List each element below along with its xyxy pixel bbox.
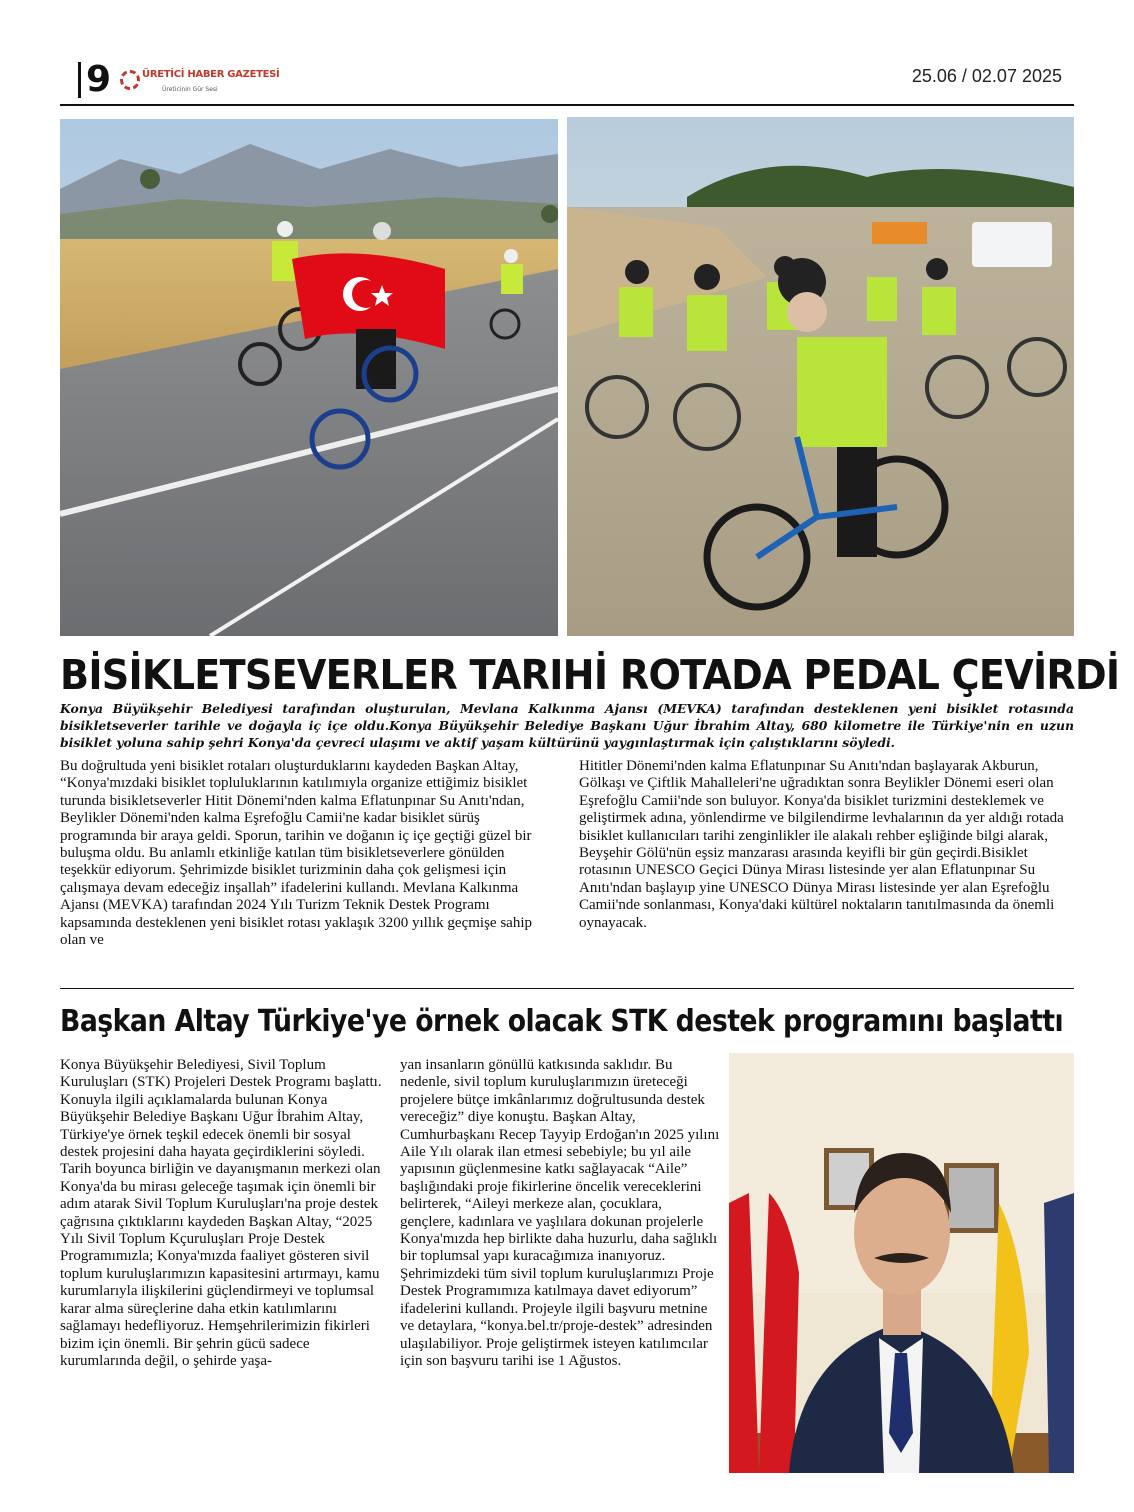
- photo-mayor-portrait: [729, 1053, 1074, 1473]
- issue-date: 25.06 / 02.07 2025: [911, 66, 1062, 86]
- gear-icon: [120, 70, 140, 90]
- article2-column-2: yan insanların gönüllü katkısında saklıdır. Bu nedenle, sivil toplum kuruluşlarımızın üreteceği projelere bütçe imkânlarımız doğrultusunda destek vereceğiz” diye konuştu. Başkan Altay, Cumhurbaşkanı Recep Tayyip Erdoğan'ın 2025 yılını Aile Yılı olarak ilan etmesi sebebiyle; bu yıl aile yapısının güçlenmesine katkı sağlayacak “Aile” başlığındaki proje fikirlerine öncelik vereceklerini belirterek, “Aileyi merkeze alan, çocuklara, gençlere, kadınlara ve yaşlılara dokunan projelerle Konya'mızda hep birlikte daha huzurlu, daha sağlıklı bir toplumsal yapı kuracağımıza inanıyoruz. Şehrimizdeki tüm sivil toplum kuruluşlarımızı Proje Destek Programımıza katılmaya davet ediyorum” ifadelerini kullandı. Projeyle ilgili başvuru metnine ve detaylara, “konya.bel.tr/proje-destek” adresinden ulaşılabiliyor. Proje geliştirmek isteyen katılımcılar için son başvuru tarihi ise 1 Ağustos.: [400, 1057, 720, 1369]
- article1-lead: Konya Büyükşehir Belediyesi tarafından oluşturulan, Mevlana Kalkınma Ajansı (MEVKA) tarafından desteklenen yeni bisiklet rotasında bisikletseverler tarihle ve doğayla iç içe oldu.Konya Büyükşehir Belediye Başkanı Uğur İbrahim Altay, 680 kilometre ile Türkiye'nin en uzun bisiklet yoluna sahip şehri Konya'da çevreci ulaşımı ve aktif yaşam kültürünü yaygınlaştırmak için çalıştıklarını söyledi.: [60, 701, 1074, 750]
- newspaper-logo: [120, 66, 280, 100]
- article1-headline: BİSİKLETSEVERLER TARIHİ ROTADA PEDAL ÇEVİRDİ: [60, 651, 1120, 699]
- page-number-bar: [78, 62, 81, 98]
- article2-headline: Başkan Altay Türkiye'ye örnek olacak STK destek programını başlattı: [60, 1004, 1064, 1039]
- photo-cyclist-group: [567, 117, 1074, 636]
- article2-column-1: Konya Büyükşehir Belediyesi, Sivil Toplum Kuruluşları (STK) Projeleri Destek Programı başlattı. Konuyla ilgili açıklamalarda bulunan Konya Büyükşehir Belediye Başkanı Uğur İbrahim Altay, Türkiye'ye örnek teşkil edecek önemli bir sosyal destek projesini daha hayata geçirdiklerini söyledi. Tarih boyunca birliğin ve dayanışmanın merkezi olan Konya'da bu mirası geleceğe taşımak için önemli bir adım atarak Sivil Toplum Kuruluşları'na proje destek çağrısına çıktıklarını kaydeden Başkan Altay, “2025 Yılı Sivil Toplum Kçuruluşları Proje Destek Programımızla; Konya'mızda faaliyet gösteren sivil toplum kuruluşlarımızın kapasitesini artırmayı, kamu kurumlarıyla ilişkilerini güçlendirmeyi ve toplumsal karar alma süreçlerine daha etkin katılımlarını sağlamayı hedefliyoruz. Hemşehrilerimizin fikirleri bizim için önemli. Bir şehrin gücü sadece kurumlarında değil, o şehirde yaşa-: [60, 1057, 382, 1369]
- logo-subtitle: Üreticinin Gür Sesi: [162, 86, 218, 93]
- article1-column-1: Bu doğrultuda yeni bisiklet rotaları oluşturduklarını kaydeden Başkan Altay, “Konya'mızdaki bisiklet topluluklarının katılımıyla organize ettiğimiz bisiklet turunda bisikletseverler Hitit Dönemi'nden kalma Eflatunpınar Su Anıtı'ndan, Beylikler Dönemi'nden kalma Eşrefoğlu Camii'ne kadar bisiklet sürüş programında bir araya geldi. Sporun, tarihin ve doğanın iç içe geçtiği güzel bir buluşma oldu. Bu anlamlı etkinliğe katılan tüm bisikletseverlere gönülden teşekkür ediyorum. Şehrimizde bisiklet turizminin daha çok gelişmesi için çalışmaya devam edeceğiz inşallah” ifadelerini kullandı. Mevlana Kalkınma Ajansı (MEVKA) tarafından 2024 Yılı Turizm Teknik Destek Programı kapsamında desteklenen yeni bisiklet rotası yaklaşık 3200 yıllık geçmişe sahip olan ve: [60, 758, 532, 949]
- header-rule: [60, 104, 1074, 106]
- photo-cyclists-flag: [60, 119, 558, 636]
- page-number: 9: [86, 59, 112, 100]
- logo-title: ÜRETİCİ HABER GAZETESİ: [142, 69, 280, 80]
- article-divider: [60, 988, 1074, 989]
- article1-column-2: Hititler Dönemi'nden kalma Eflatunpınar Su Anıtı'ndan başlayarak Akburun, Gölkaşı ve Çiftlik Mahalleleri'ne uğradıktan sonra Beylikler Dönemi eseri olan Eşrefoğlu Camii'nde son buluyor. Konya'da bisiklet turizmini desteklemek ve geliştirmek adına, yönlendirme ve bilgilendirme levhalarının da yer aldığı rotada bisiklet kullanıcıları tarihi zenginlikler ile alakalı rehber eşliğinde bilgi alarak, Beyşehir Gölü'nün eşsiz manzarası arasında keyifli bir gün geçirdi.Bisiklet rotasının UNESCO Geçici Dünya Mirası listesinde yer alan Eflatunpınar Su Anıtı'ndan başlayıp yine UNESCO Dünya Mirası listesinde yer alan Eşrefoğlu Camii'nde sonlanması, Konya'daki kültürel noktaların tanıtılmasında da önemli oynayacak.: [579, 758, 1064, 931]
